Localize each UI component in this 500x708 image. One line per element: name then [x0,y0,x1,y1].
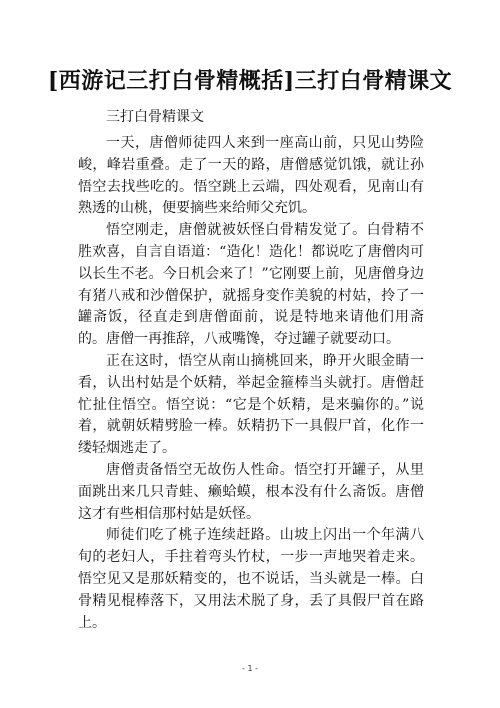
document-title: [西游记三打白骨精概括]三打白骨精课文 [47,68,453,94]
document-body [78,107,424,634]
section-subtitle: 三打白骨精课文 [106,109,204,125]
paragraph: 一天，唐僧师徒四人来到一座高山前，只见山势险峻，峰岩重叠。走了一天的路，唐僧感觉饥饿，就让孙悟空去找些吃的。悟空跳上云端，四处观看，见南山有熟透的山桃，便要摘些来给师父充饥。 [78,135,424,217]
page-number: - 1 - [242,664,258,673]
paragraph: 正在这时，悟空从南山摘桃回来，睁开火眼金睛一看，认出村姑是个妖精，举起金箍棒当头就打。唐僧赶忙扯住悟空。悟空说：“它是个妖精，是来骗你的。”说着，就朝妖精劈脸一棒。妖精扔下一具假尸首，化作一缕轻烟逃走了。 [78,352,424,457]
paragraph: 师徒们吃了桃子连续赶路。山坡上闪出一个年满八旬的老妇人，手拄着弯头竹杖，一步一声地哭着走来。悟空见又是那妖精变的，也不说话，当头就是一棒。白骨精见棍棒落下，又用法术脱了身，丢了具假尸首在路上。 [78,527,424,631]
paragraph: 悟空刚走，唐僧就被妖怪白骨精发觉了。白骨精不胜欢喜，自言自语道：“造化！造化！都说吃了唐僧肉可以长生不老。今日机会来了！”它刚要上前，见唐僧身边有猪八戒和沙僧保护，就摇身变作美貌的村姑，拎了一罐斋饭，径直走到唐僧面前，说是特地来请他们用斋的。唐僧一再推辞，八戒嘴馋，夺过罐子就要动口。 [78,222,424,348]
paragraph: 唐僧责备悟空无故伤人性命。悟空打开罐子，从里面跳出来几只青蛙、癞蛤蟆，根本没有什么斋饭。唐僧这才有些相信那村姑是妖怪。 [78,461,424,522]
